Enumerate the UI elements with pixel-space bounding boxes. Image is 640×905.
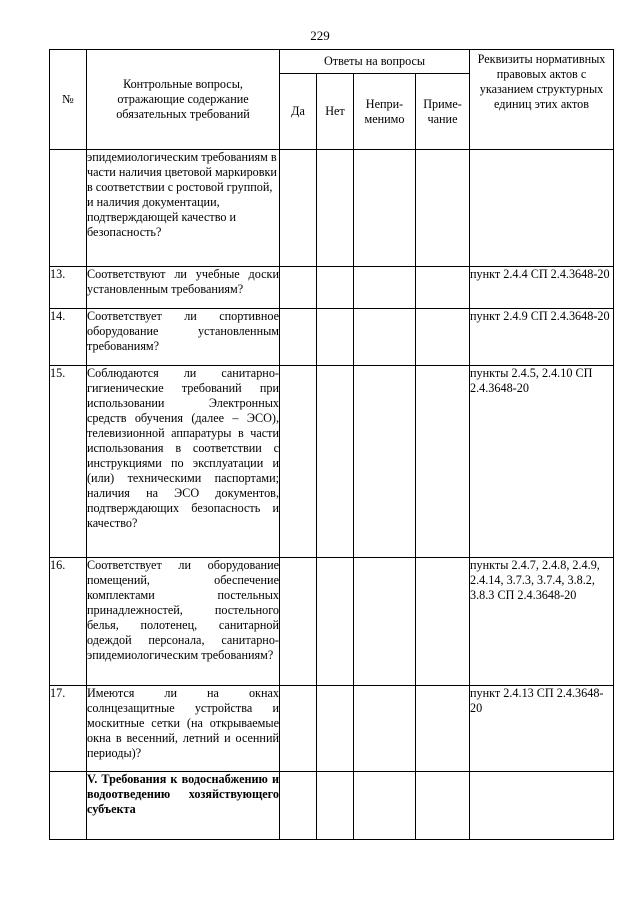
table-row [50,267,614,309]
row-requisites: пункт 2.4.9 СП 2.4.3648-20 [470,309,614,366]
answer-na-cell[interactable] [354,366,416,558]
row-requisites: пункты 2.4.7, 2.4.8, 2.4.9, 2.4.14, 3.7.3, 3.7.4, 3.8.2, 3.8.3 СП 2.4.3648-20 [470,558,614,686]
table-row [50,150,614,267]
header-not-applicable [354,74,416,150]
answer-note-cell[interactable] [416,267,470,309]
row-question [87,686,280,772]
row-question-text: Соответствует ли оборудование помещений, обеспечение комплектами постельных принадлежностей, постельного белья, полотенец, санитарной одеждой персонала, санитарно-эпидемиологическим требованиям? [87,558,279,662]
row-question-text: Имеются ли на окнах солнцезащитные устройства и москитные сетки (на открываемые окна в весенний, летний и осенний периоды)? [87,686,279,760]
section-heading-cell [87,772,280,840]
header-note-line2: чание [427,111,458,126]
answer-yes-cell[interactable] [280,309,317,366]
table-row [50,686,614,772]
answer-na-cell[interactable] [354,558,416,686]
row-question-text: Соответствуют ли учебные доски установленным требованиям? [87,267,279,296]
row-question [87,366,280,558]
answer-yes-cell[interactable] [280,772,317,840]
header-note [416,74,470,150]
answer-no-cell[interactable] [317,309,354,366]
table-row [50,366,614,558]
answer-note-cell[interactable] [416,558,470,686]
row-question-text: Соответствует ли спортивное оборудование установленным требованиям? [87,309,279,353]
answer-na-cell[interactable] [354,267,416,309]
header-na-line2: менимо [364,111,405,126]
answer-no-cell[interactable] [317,558,354,686]
answer-no-cell[interactable] [317,366,354,558]
answer-na-cell[interactable] [354,686,416,772]
page-number: 229 [310,28,330,43]
header-no: Нет [317,74,354,150]
row-number: 16. [50,558,87,686]
section-heading: V. Требования к водоснабжению и водоотведению хозяйствующего субъекта [87,772,279,816]
header-question: Контрольные вопросы, отражающие содержание обязательных требований [87,50,280,150]
answer-note-cell[interactable] [416,309,470,366]
answer-na-cell[interactable] [354,150,416,267]
row-number: 15. [50,366,87,558]
row-requisites [470,150,614,267]
header-yes: Да [280,74,317,150]
answer-note-cell[interactable] [416,366,470,558]
answer-note-cell[interactable] [416,772,470,840]
table-header [50,50,614,150]
answer-yes-cell[interactable] [280,686,317,772]
table-row [50,309,614,366]
row-requisites: пункты 2.4.5, 2.4.10 СП 2.4.3648-20 [470,366,614,558]
row-question [87,309,280,366]
row-question [87,558,280,686]
row-question [87,267,280,309]
row-question: эпидемиологическим требованиям в части наличия цветовой маркировки в соответствии с ростовой группой, и наличия документации, подтверждающей качество и безопасность? [87,150,280,267]
header-na-line1: Непри- [365,96,404,111]
answer-yes-cell[interactable] [280,366,317,558]
row-number [50,150,87,267]
row-question-text: Соблюдаются ли санитарно-гигиенические требований при использовании Электронных средств обучения (далее – ЭСО), телевизионной аппаратуры в части использования в соответствии с инструкциями по эксплуатации и (или) техническими паспортами; наличия на ЭСО документов, подтверждающих безопасность и качество? [87,366,279,530]
answer-no-cell[interactable] [317,267,354,309]
answer-note-cell[interactable] [416,150,470,267]
answer-no-cell[interactable] [317,686,354,772]
section-requisites-cell [470,772,614,840]
row-number: 14. [50,309,87,366]
header-requisites: Реквизиты нормативных правовых актов с указанием структурных единиц этих актов [470,50,614,150]
answer-no-cell[interactable] [317,150,354,267]
row-number: 13. [50,267,87,309]
checklist-table [49,49,614,840]
answer-na-cell[interactable] [354,772,416,840]
header-note-line1: Приме- [423,96,462,111]
header-num: № [50,50,87,150]
row-requisites: пункт 2.4.13 СП 2.4.3648-20 [470,686,614,772]
answer-yes-cell[interactable] [280,150,317,267]
answer-note-cell[interactable] [416,686,470,772]
row-requisites: пункт 2.4.4 СП 2.4.3648-20 [470,267,614,309]
row-number: 17. [50,686,87,772]
answer-na-cell[interactable] [354,309,416,366]
header-answers: Ответы на вопросы [280,50,470,74]
answer-yes-cell[interactable] [280,558,317,686]
answer-no-cell[interactable] [317,772,354,840]
section-row [50,772,614,840]
section-number-cell [50,772,87,840]
table-row [50,558,614,686]
answer-yes-cell[interactable] [280,267,317,309]
